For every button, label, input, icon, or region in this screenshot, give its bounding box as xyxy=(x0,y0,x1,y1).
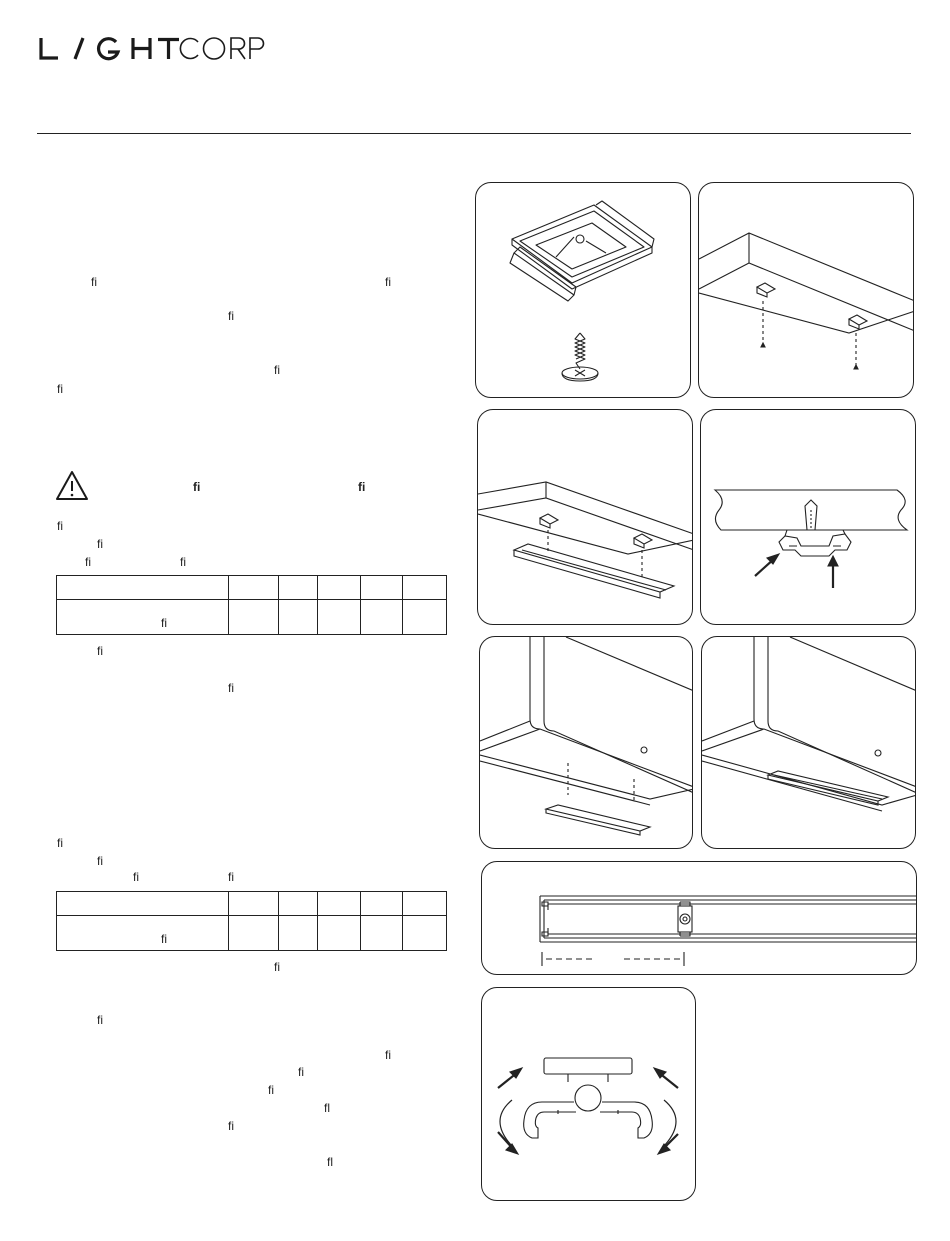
table-row xyxy=(57,892,447,916)
figure-profile-top-view xyxy=(481,861,917,975)
screw-icon xyxy=(562,333,598,381)
text-fragment: fi xyxy=(57,382,63,396)
spec-table xyxy=(56,891,447,951)
text-fragment: fi xyxy=(385,1048,391,1062)
text-fragment: fl xyxy=(324,1101,330,1115)
text-fragment: fi xyxy=(228,681,234,695)
text-fragment: fi xyxy=(57,836,63,850)
text-fragment: fl xyxy=(327,1155,333,1169)
text-fragment: fi xyxy=(228,1119,234,1133)
text-fragment: fi xyxy=(57,519,63,533)
warning-icon xyxy=(55,470,89,507)
text-fragment: fi xyxy=(228,870,234,884)
figure-clip-rotation xyxy=(481,987,696,1201)
table-row xyxy=(57,576,447,600)
text-fragment: fi xyxy=(274,363,280,377)
text-fragment: fi xyxy=(97,537,103,551)
figure-clip-and-screw xyxy=(475,182,691,398)
brand-logo xyxy=(38,36,270,68)
text-fragment: fi xyxy=(385,275,391,289)
text-fragment: fi xyxy=(97,644,103,658)
figure-cabinet-install xyxy=(479,636,693,849)
text-fragment: fi xyxy=(97,1013,103,1027)
text-fragment: fi xyxy=(91,275,97,289)
table-row xyxy=(57,916,447,951)
text-fragment: fi xyxy=(268,1083,274,1097)
text-fragment: fi xyxy=(133,870,139,884)
brand-logo-mark xyxy=(38,36,270,62)
text-fragment: fi xyxy=(85,555,91,569)
text-fragment: fi xyxy=(298,1065,304,1079)
figure-snap-fit-section xyxy=(700,409,916,625)
text-fragment: fi xyxy=(228,309,234,323)
figure-cabinet-installed xyxy=(701,636,916,849)
text-fragment: fi xyxy=(180,555,186,569)
text-fragment: fi xyxy=(161,616,167,630)
figure-profile-to-clips xyxy=(477,409,693,625)
header-divider xyxy=(37,133,911,134)
text-fragment: fi xyxy=(161,932,167,946)
spec-table xyxy=(56,575,447,635)
table-row xyxy=(57,600,447,635)
text-fragment: fi xyxy=(193,480,201,494)
text-fragment: fi xyxy=(274,960,280,974)
text-fragment: fi xyxy=(358,480,366,494)
text-fragment: fi xyxy=(97,854,103,868)
figure-clips-on-surface xyxy=(698,182,914,398)
